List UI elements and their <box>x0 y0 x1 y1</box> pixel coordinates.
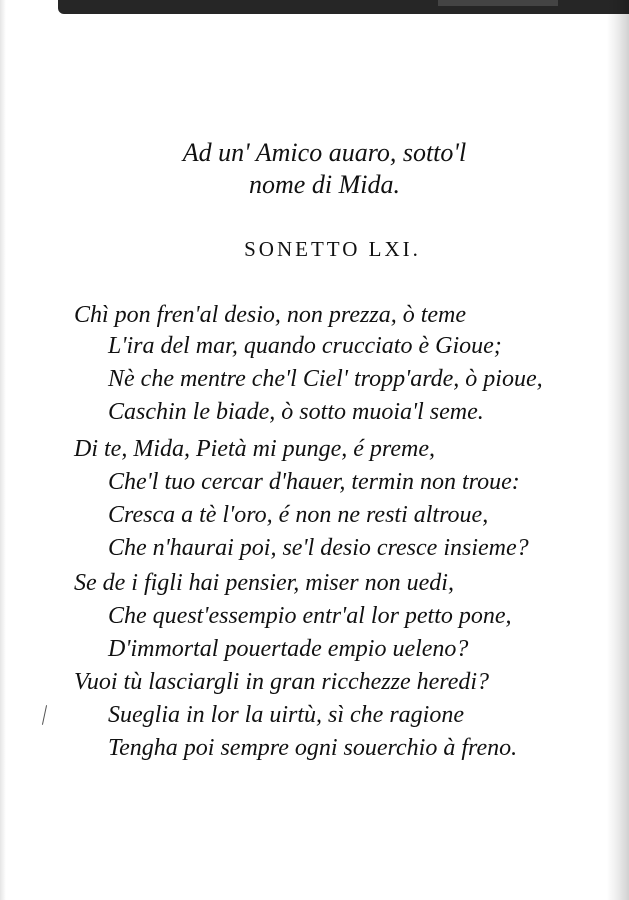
verse-line-11: D'immortal pouertade empio ueleno? <box>108 636 469 662</box>
verse-line-7: Cresca a tè l'oro, é non ne resti altroue, <box>108 502 489 528</box>
poem-title-line-1: Ad un' Amico auaro, sotto'l <box>182 138 467 167</box>
verse-line-5: Di te, Mida, Pietà mi punge, é preme, <box>74 436 436 462</box>
verse-line-9: Se de i figli hai pensier, miser non uedi, <box>74 570 454 596</box>
sonnet-heading: SONETTO LXI. <box>244 237 421 261</box>
verse-line-14: Tengha poi sempre ogni souerchio à freno. <box>108 735 518 761</box>
verse-line-10: Che quest'essempio entr'al lor petto pone, <box>108 603 512 629</box>
verse-line-13: Sueglia in lor la uirtù, sì che ragione <box>108 702 464 728</box>
verse-line-1: Chì pon fren'al desio, non prezza, ò teme <box>74 302 466 328</box>
poem-title-line-2: nome di Mida. <box>249 170 400 199</box>
verse-line-12: Vuoi tù lasciargli in gran ricchezze heredi? <box>74 669 490 695</box>
verse-line-4: Caschin le biade, ò sotto muoia'l seme. <box>108 399 484 425</box>
verse-line-2: L'ira del mar, quando crucciato è Gioue; <box>108 333 502 359</box>
verse-line-8: Che n'haurai poi, se'l desio cresce insieme? <box>108 535 529 561</box>
verse-line-3: Nè che mentre che'l Ciel' tropp'arde, ò pioue, <box>108 366 543 392</box>
verse-line-6: Che'l tuo cercar d'hauer, termin non troue: <box>108 469 520 495</box>
